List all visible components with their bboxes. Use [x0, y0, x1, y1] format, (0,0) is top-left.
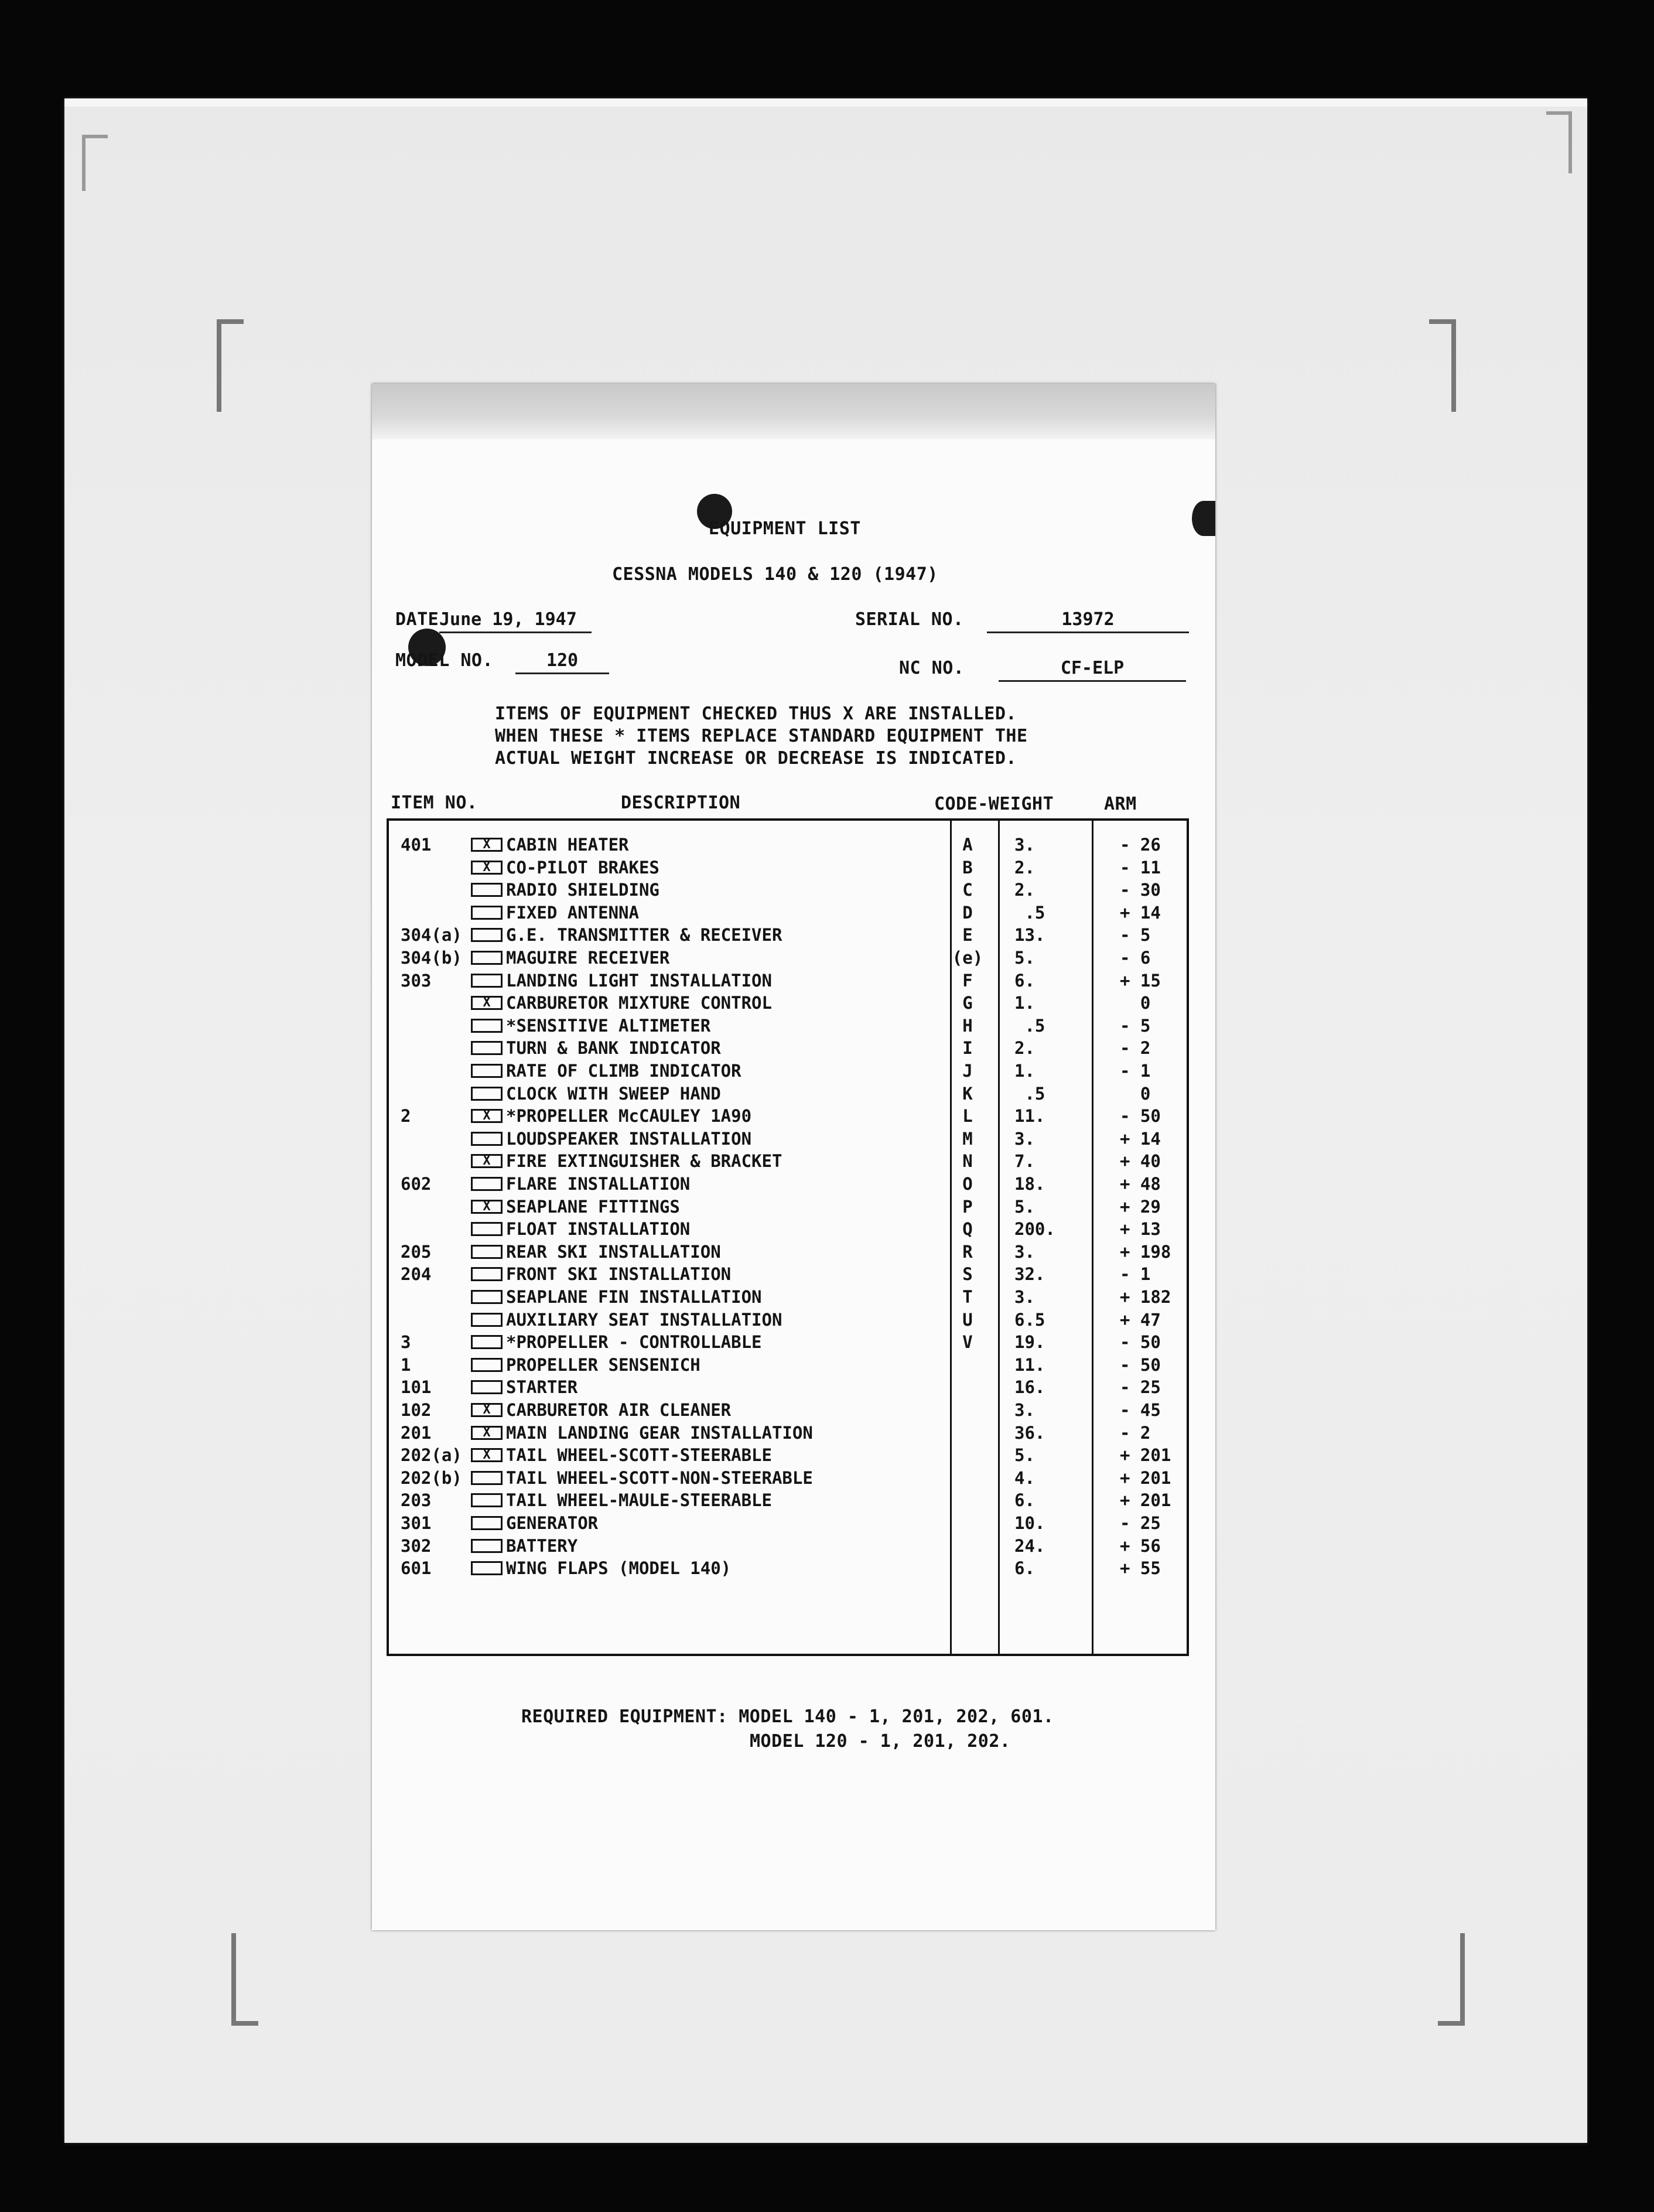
table-row — [389, 1286, 1191, 1308]
item-description: WING FLAPS (MODEL 140) — [506, 1558, 732, 1579]
item-description: *PROPELLER McCAULEY 1A90 — [506, 1106, 752, 1127]
item-description: CARBURETOR AIR CLEANER — [506, 1400, 732, 1420]
item-arm: - 11 — [1120, 857, 1161, 878]
item-description: RATE OF CLIMB INDICATOR — [506, 1061, 741, 1081]
item-description: LANDING LIGHT INSTALLATION — [506, 970, 772, 991]
item-code: M — [962, 1128, 973, 1149]
item-arm: - 1 — [1120, 1264, 1151, 1285]
item-weight: 36. — [1014, 1422, 1045, 1443]
item-number: 203 — [401, 1490, 432, 1511]
item-number: 302 — [401, 1535, 432, 1556]
note-line: ITEMS OF EQUIPMENT CHECKED THUS X ARE INSTALLED. — [495, 704, 1017, 724]
installed-checkbox — [471, 928, 503, 942]
installed-checkbox: X — [471, 1109, 503, 1123]
item-number: 202(b) — [401, 1467, 462, 1488]
installed-checkbox — [471, 1132, 503, 1146]
item-number: 303 — [401, 970, 432, 991]
required-equipment-line-2: MODEL 120 - 1, 201, 202. — [750, 1731, 1011, 1752]
item-code: A — [962, 835, 973, 855]
item-code: D — [962, 902, 973, 923]
item-arm: - 5 — [1120, 925, 1151, 945]
item-code: H — [962, 1015, 973, 1036]
installed-checkbox: X — [471, 1403, 503, 1417]
item-weight: 24. — [1014, 1535, 1045, 1556]
installed-checkbox — [471, 1561, 503, 1575]
table-row — [389, 1241, 1191, 1263]
item-description: *SENSITIVE ALTIMETER — [506, 1015, 711, 1036]
item-description: CO-PILOT BRAKES — [506, 857, 659, 878]
item-description: SEAPLANE FITTINGS — [506, 1196, 680, 1217]
table-row — [389, 1150, 1191, 1172]
table-row — [389, 1196, 1191, 1218]
item-weight: 5. — [1014, 1445, 1035, 1466]
installed-checkbox — [471, 1493, 503, 1507]
item-number: 101 — [401, 1377, 432, 1398]
item-code: T — [962, 1287, 973, 1307]
table-row — [389, 1422, 1191, 1444]
table-row — [389, 834, 1191, 856]
item-description: *PROPELLER - CONTROLLABLE — [506, 1332, 762, 1353]
item-code: K — [962, 1083, 973, 1104]
item-arm: + 201 — [1120, 1445, 1171, 1466]
item-description: FIXED ANTENNA — [506, 902, 639, 923]
installed-checkbox — [471, 1313, 503, 1327]
item-code: C — [962, 880, 973, 900]
table-row — [389, 1015, 1191, 1037]
item-arm: - 5 — [1120, 1015, 1151, 1036]
item-weight: 2. — [1014, 857, 1035, 878]
item-weight: 3. — [1014, 1400, 1035, 1420]
table-row — [389, 947, 1191, 969]
installed-checkbox — [471, 1267, 503, 1281]
table-row — [389, 1060, 1191, 1082]
item-weight: 5. — [1014, 948, 1035, 968]
serial-label: SERIAL NO. — [855, 609, 964, 630]
item-arm: 0 — [1120, 993, 1151, 1013]
table-row — [389, 924, 1191, 946]
item-arm: + 14 — [1120, 902, 1161, 923]
item-code: (e) — [952, 948, 983, 968]
item-code: Q — [962, 1219, 973, 1240]
installed-checkbox: X — [471, 1448, 503, 1462]
item-weight: 10. — [1014, 1513, 1045, 1533]
installed-checkbox — [471, 1245, 503, 1259]
item-number: 3 — [401, 1332, 411, 1353]
item-number: 301 — [401, 1513, 432, 1533]
item-weight: 19. — [1014, 1332, 1045, 1353]
table-row — [389, 902, 1191, 924]
crop-mark-bottom-right — [1438, 1933, 1465, 2026]
item-weight: .5 — [1014, 1015, 1045, 1036]
item-description: LOUDSPEAKER INSTALLATION — [506, 1128, 752, 1149]
installed-checkbox — [471, 1177, 503, 1191]
table-row — [389, 1128, 1191, 1150]
item-weight: 6.5 — [1014, 1309, 1045, 1330]
column-header-arm: ARM — [1104, 794, 1137, 814]
item-number: 102 — [401, 1400, 432, 1420]
installed-checkbox — [471, 951, 503, 965]
item-description: AUXILIARY SEAT INSTALLATION — [506, 1309, 782, 1330]
item-arm: - 2 — [1120, 1422, 1151, 1443]
document-title: EQUIPMENT LIST — [709, 518, 861, 539]
installed-checkbox — [471, 1471, 503, 1485]
nc-value: CF-ELP — [999, 658, 1186, 682]
item-arm: + 29 — [1120, 1196, 1161, 1217]
installed-checkbox — [471, 1380, 503, 1394]
installed-checkbox — [471, 1358, 503, 1372]
item-arm: - 30 — [1120, 880, 1161, 900]
item-arm: + 48 — [1120, 1174, 1161, 1194]
item-code: I — [962, 1038, 973, 1059]
table-row — [389, 1535, 1191, 1557]
item-arm: - 26 — [1120, 835, 1161, 855]
item-arm: + 182 — [1120, 1287, 1171, 1307]
item-number: 2 — [401, 1106, 411, 1127]
item-description: FIRE EXTINGUISHER & BRACKET — [506, 1151, 782, 1172]
item-weight: 13. — [1014, 925, 1045, 945]
item-description: CLOCK WITH SWEEP HAND — [506, 1083, 721, 1104]
item-number: 204 — [401, 1264, 432, 1285]
punch-hole — [1192, 501, 1215, 536]
item-arm: + 55 — [1120, 1558, 1161, 1579]
item-code: J — [962, 1061, 973, 1081]
item-description: MAGUIRE RECEIVER — [506, 948, 670, 968]
item-weight: 1. — [1014, 1061, 1035, 1081]
equipment-list-sheet — [372, 384, 1215, 1930]
item-arm: + 15 — [1120, 970, 1161, 991]
installed-checkbox — [471, 1041, 503, 1055]
item-weight: 6. — [1014, 970, 1035, 991]
item-weight: 4. — [1014, 1467, 1035, 1488]
table-row — [389, 970, 1191, 992]
installed-checkbox: X — [471, 1200, 503, 1214]
item-code: P — [962, 1196, 973, 1217]
installed-checkbox — [471, 1064, 503, 1078]
table-row — [389, 1512, 1191, 1534]
installed-checkbox — [471, 1290, 503, 1304]
item-description: MAIN LANDING GEAR INSTALLATION — [506, 1422, 813, 1443]
item-number: 202(a) — [401, 1445, 462, 1466]
date-value: June 19, 1947 — [439, 609, 592, 633]
table-row — [389, 879, 1191, 901]
item-description: FLOAT INSTALLATION — [506, 1219, 691, 1240]
item-arm: + 40 — [1120, 1151, 1161, 1172]
item-code: O — [962, 1174, 973, 1194]
item-number: 205 — [401, 1241, 432, 1262]
item-arm: - 45 — [1120, 1400, 1161, 1420]
table-row — [389, 1557, 1191, 1579]
item-arm: + 201 — [1120, 1467, 1171, 1488]
table-row — [389, 1083, 1191, 1105]
item-weight: 18. — [1014, 1174, 1045, 1194]
item-code: S — [962, 1264, 973, 1285]
crop-mark-outer-top-left — [82, 135, 108, 191]
item-arm: + 201 — [1120, 1490, 1171, 1511]
table-row — [389, 1263, 1191, 1285]
note-line: WHEN THESE * ITEMS REPLACE STANDARD EQUIPMENT THE — [495, 726, 1028, 746]
item-weight: 3. — [1014, 1128, 1035, 1149]
item-arm: + 47 — [1120, 1309, 1161, 1330]
installed-checkbox: X — [471, 1154, 503, 1168]
column-header-code-weight: CODE-WEIGHT — [934, 794, 1054, 814]
item-number: 1 — [401, 1354, 411, 1375]
model-value: 120 — [515, 650, 609, 674]
table-row — [389, 1173, 1191, 1195]
installed-checkbox — [471, 906, 503, 920]
item-code: V — [962, 1332, 973, 1353]
required-equipment-line-1: REQUIRED EQUIPMENT: MODEL 140 - 1, 201, 202, 601. — [521, 1706, 1054, 1727]
installed-checkbox — [471, 1335, 503, 1349]
item-weight: 1. — [1014, 993, 1035, 1013]
item-weight: 3. — [1014, 835, 1035, 855]
item-weight: 32. — [1014, 1264, 1045, 1285]
item-weight: 6. — [1014, 1558, 1035, 1579]
item-description: PROPELLER SENSENICH — [506, 1354, 700, 1375]
installed-checkbox — [471, 883, 503, 897]
item-arm: - 50 — [1120, 1354, 1161, 1375]
item-code: G — [962, 993, 973, 1013]
item-description: G.E. TRANSMITTER & RECEIVER — [506, 925, 782, 945]
table-row — [389, 1399, 1191, 1421]
item-description: CABIN HEATER — [506, 835, 629, 855]
table-row — [389, 1489, 1191, 1511]
item-arm: - 25 — [1120, 1513, 1161, 1533]
item-description: REAR SKI INSTALLATION — [506, 1241, 721, 1262]
column-header-description: DESCRIPTION — [621, 793, 741, 813]
installed-checkbox — [471, 1019, 503, 1033]
mount-top-edge — [64, 98, 1587, 107]
model-label: MODEL NO. — [395, 650, 494, 671]
table-row — [389, 1218, 1191, 1240]
item-description: FRONT SKI INSTALLATION — [506, 1264, 732, 1285]
installed-checkbox — [471, 1539, 503, 1553]
item-number: 304(b) — [401, 948, 462, 968]
item-number: 201 — [401, 1422, 432, 1443]
item-code: L — [962, 1106, 973, 1127]
nc-label: NC NO. — [899, 658, 965, 678]
item-arm: - 50 — [1120, 1332, 1161, 1353]
installed-checkbox — [471, 974, 503, 988]
column-header-item: ITEM NO. — [391, 793, 478, 813]
item-weight: .5 — [1014, 1083, 1045, 1104]
item-code: E — [962, 925, 973, 945]
crop-mark-bottom-left — [231, 1933, 258, 2026]
item-description: FLARE INSTALLATION — [506, 1174, 691, 1194]
item-description: TURN & BANK INDICATOR — [506, 1038, 721, 1059]
item-weight: 11. — [1014, 1106, 1045, 1127]
item-code: U — [962, 1309, 973, 1330]
crop-mark-outer-top-right — [1546, 111, 1572, 173]
installed-checkbox — [471, 1087, 503, 1101]
item-weight: 2. — [1014, 880, 1035, 900]
table-row — [389, 1037, 1191, 1059]
item-weight: 11. — [1014, 1354, 1045, 1375]
item-number: 602 — [401, 1174, 432, 1194]
table-row — [389, 1354, 1191, 1376]
date-label: DATE — [395, 609, 439, 630]
item-weight: 5. — [1014, 1196, 1035, 1217]
table-row — [389, 1309, 1191, 1331]
note-line: ACTUAL WEIGHT INCREASE OR DECREASE IS INDICATED. — [495, 748, 1017, 769]
table-row — [389, 1376, 1191, 1398]
table-row — [389, 856, 1191, 879]
installed-checkbox: X — [471, 996, 503, 1010]
item-code: B — [962, 857, 973, 878]
item-code: N — [962, 1151, 973, 1172]
document-subtitle: CESSNA MODELS 140 & 120 (1947) — [612, 564, 938, 585]
item-arm: 0 — [1120, 1083, 1151, 1104]
item-code: F — [962, 970, 973, 991]
installed-checkbox: X — [471, 1426, 503, 1440]
item-description: TAIL WHEEL-SCOTT-STEERABLE — [506, 1445, 772, 1466]
item-arm: - 2 — [1120, 1038, 1151, 1059]
installed-checkbox — [471, 1516, 503, 1530]
item-weight: 6. — [1014, 1490, 1035, 1511]
installed-checkbox: X — [471, 838, 503, 852]
crop-mark-top-left — [217, 319, 244, 412]
equipment-table — [387, 818, 1189, 1656]
item-arm: + 14 — [1120, 1128, 1161, 1149]
item-arm: - 6 — [1120, 948, 1151, 968]
item-number: 401 — [401, 835, 432, 855]
item-description: TAIL WHEEL-SCOTT-NON-STEERABLE — [506, 1467, 813, 1488]
item-arm: + 13 — [1120, 1219, 1161, 1240]
item-weight: 3. — [1014, 1241, 1035, 1262]
item-weight: 2. — [1014, 1038, 1035, 1059]
table-row — [389, 1444, 1191, 1466]
item-weight: 7. — [1014, 1151, 1035, 1172]
item-number: 601 — [401, 1558, 432, 1579]
item-weight: 200. — [1014, 1219, 1055, 1240]
table-row — [389, 1467, 1191, 1489]
serial-value: 13972 — [987, 609, 1189, 633]
item-weight: .5 — [1014, 902, 1045, 923]
item-description: CARBURETOR MIXTURE CONTROL — [506, 993, 772, 1013]
table-row — [389, 1331, 1191, 1353]
item-weight: 16. — [1014, 1377, 1045, 1398]
item-description: GENERATOR — [506, 1513, 599, 1533]
item-weight: 3. — [1014, 1287, 1035, 1307]
installed-checkbox — [471, 1222, 503, 1236]
item-description: TAIL WHEEL-MAULE-STEERABLE — [506, 1490, 772, 1511]
item-description: STARTER — [506, 1377, 578, 1398]
sheet-curled-top — [372, 384, 1215, 439]
table-row — [389, 992, 1191, 1014]
installed-checkbox: X — [471, 861, 503, 875]
item-description: BATTERY — [506, 1535, 578, 1556]
item-code: R — [962, 1241, 973, 1262]
crop-mark-top-right — [1429, 319, 1456, 412]
item-arm: - 25 — [1120, 1377, 1161, 1398]
item-description: SEAPLANE FIN INSTALLATION — [506, 1287, 762, 1307]
item-description: RADIO SHIELDING — [506, 880, 659, 900]
item-arm: - 50 — [1120, 1106, 1161, 1127]
item-arm: - 1 — [1120, 1061, 1151, 1081]
table-row — [389, 1105, 1191, 1127]
item-arm: + 56 — [1120, 1535, 1161, 1556]
item-number: 304(a) — [401, 925, 462, 945]
item-arm: + 198 — [1120, 1241, 1171, 1262]
